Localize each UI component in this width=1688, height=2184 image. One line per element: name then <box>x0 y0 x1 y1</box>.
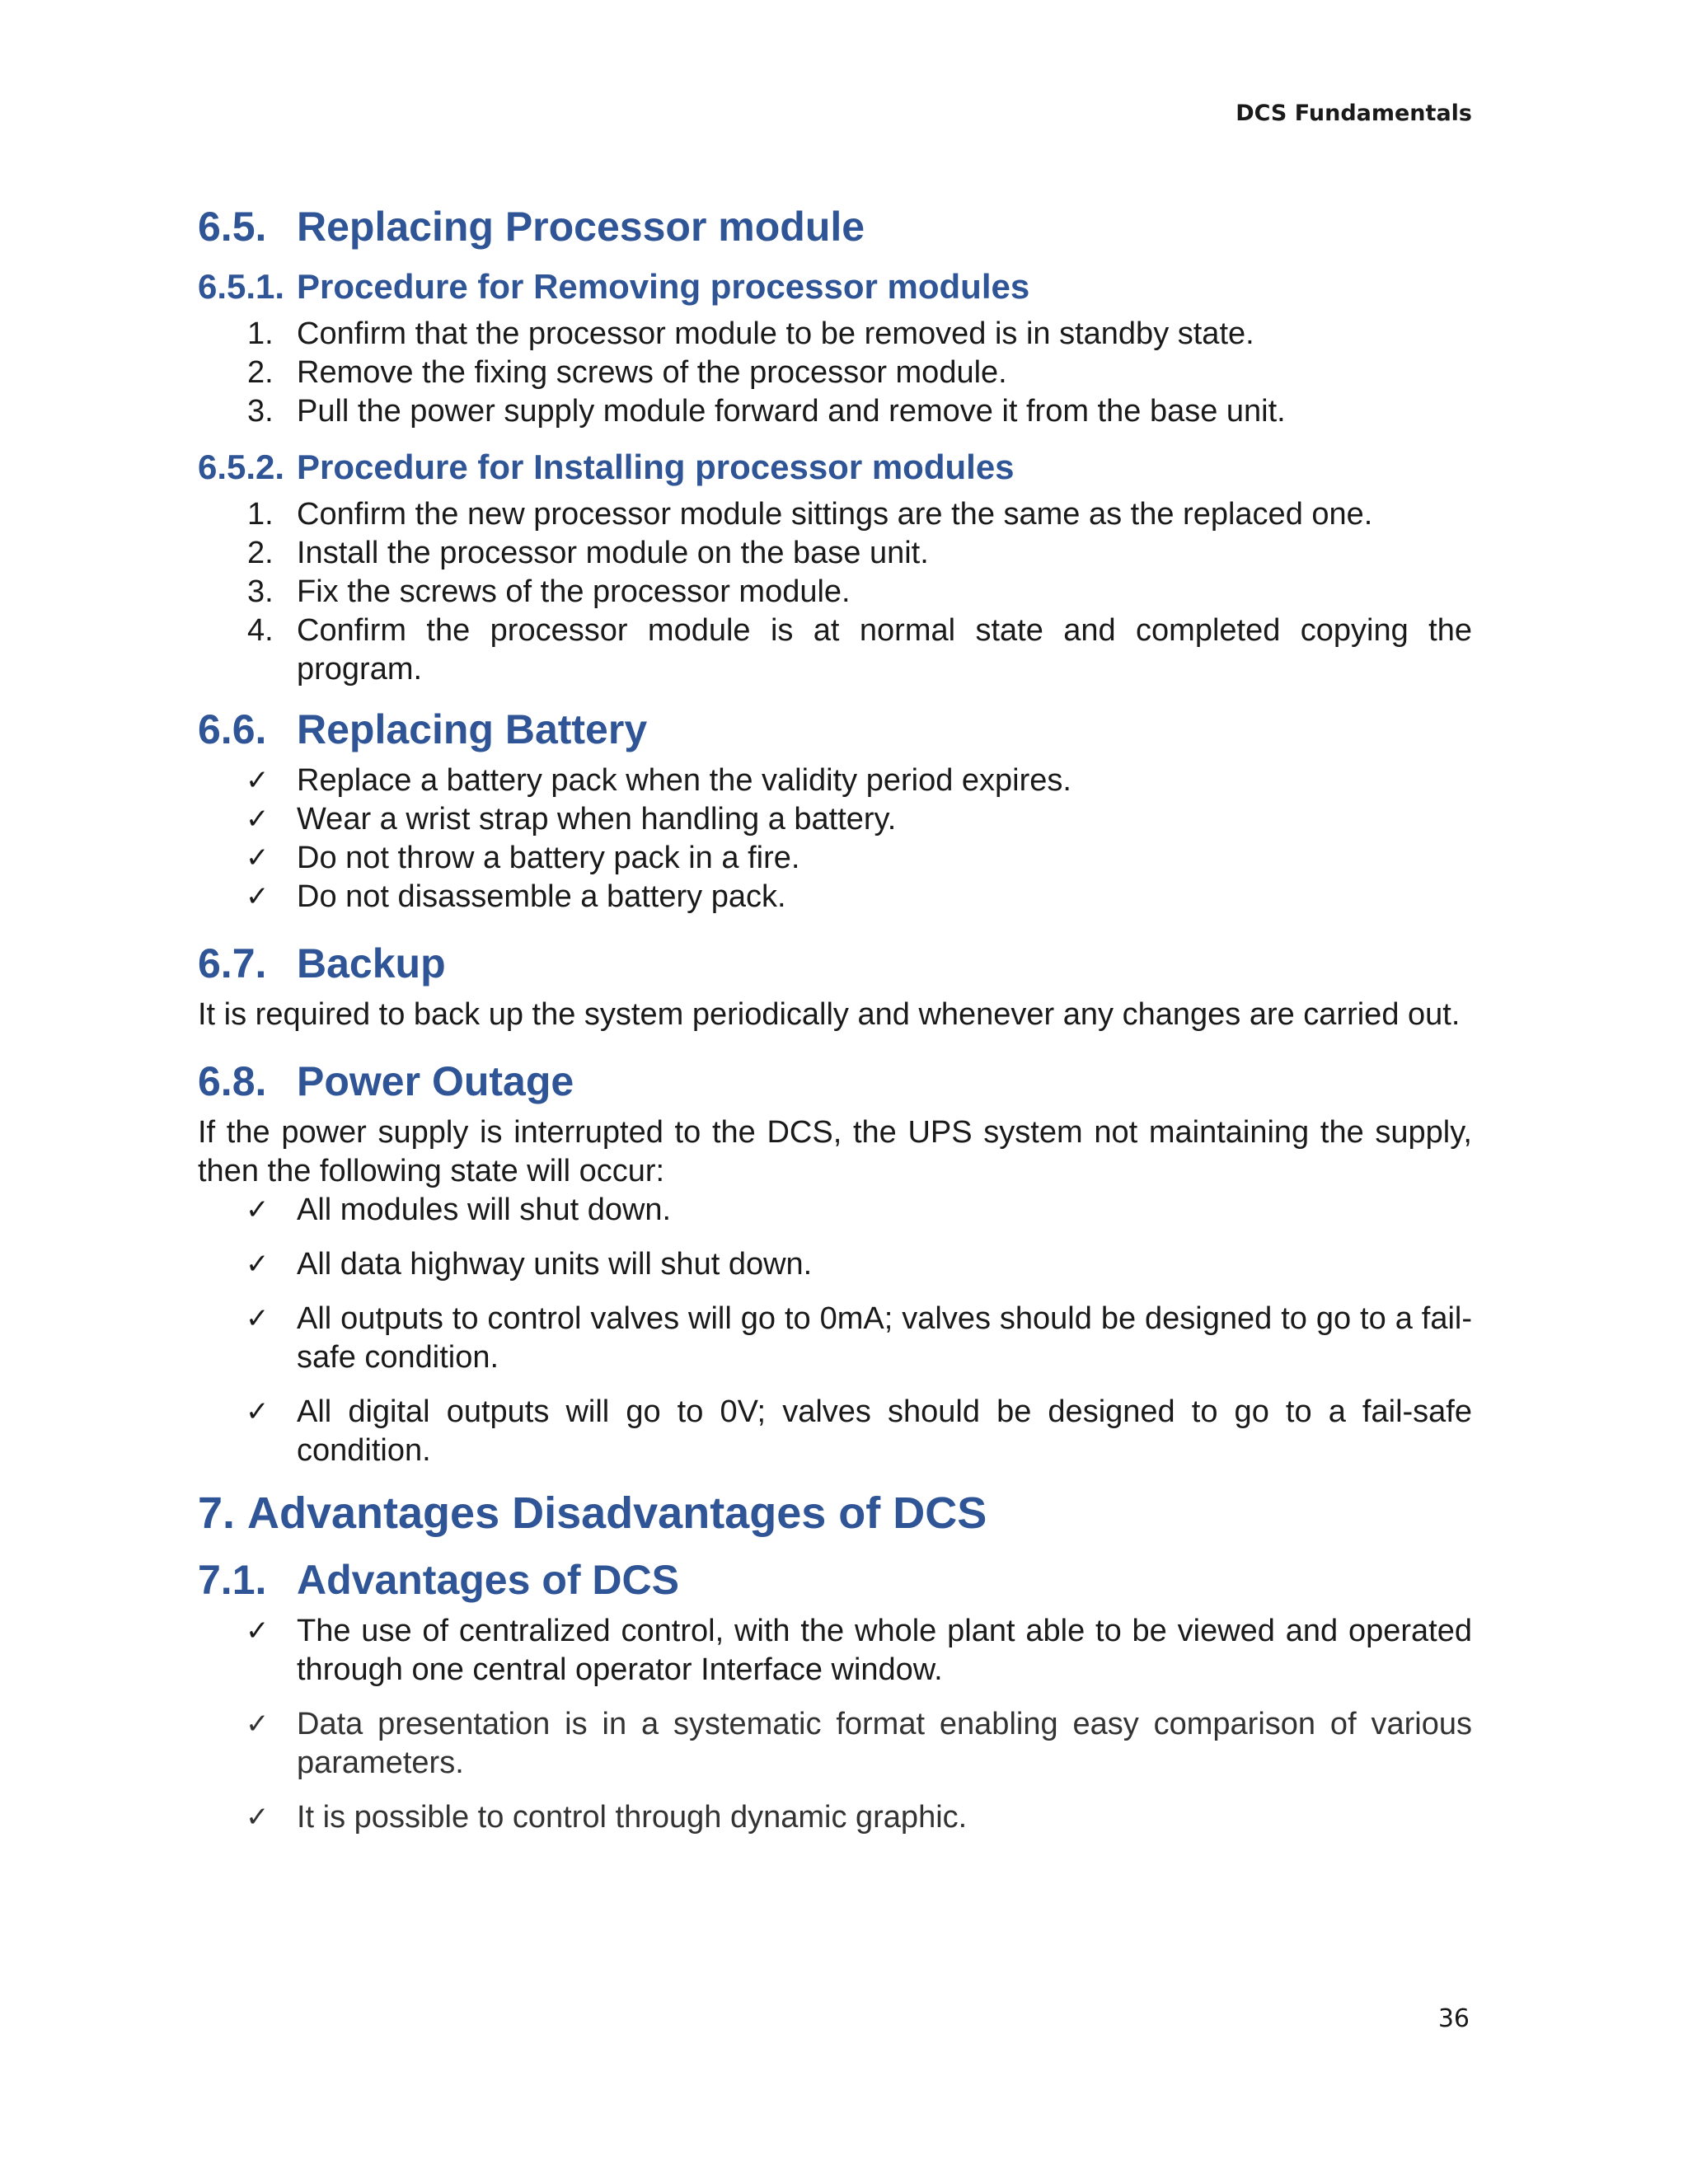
heading-number: 7. <box>198 1488 236 1538</box>
heading-7 <box>198 1479 1472 1548</box>
backup-paragraph: It is required to back up the system periodically and whenever any changes are carried out. <box>198 997 1461 1032</box>
heading-number: 6.5.2. <box>198 448 285 486</box>
checkmark-icon: ✓ <box>246 1395 270 1428</box>
heading-text: Procedure for Installing processor modules <box>297 448 1015 486</box>
heading-6-8 <box>198 1049 1472 1113</box>
list-item <box>198 1191 1472 1230</box>
list-item <box>198 1612 1472 1690</box>
list-number: 3. <box>247 394 274 429</box>
checkmark-icon: ✓ <box>246 764 270 797</box>
list-number: 4. <box>247 613 274 648</box>
heading-6-5-2 <box>198 439 1472 495</box>
heading-6-6 <box>198 697 1472 762</box>
list-item-text: Do not disassemble a battery pack. <box>297 879 786 914</box>
checkmark-icon: ✓ <box>246 1193 270 1226</box>
heading-text: Backup <box>297 940 446 987</box>
list-item <box>198 1245 1472 1284</box>
checkmark-icon: ✓ <box>246 1708 270 1741</box>
list-item-text: Confirm the new processor module sittings are the same as the replaced one. <box>297 497 1373 532</box>
list-number: 1. <box>247 497 274 532</box>
list-item-text: Do not throw a battery pack in a fire. <box>297 841 800 875</box>
battery-list <box>198 762 1472 916</box>
list-item <box>198 762 1472 800</box>
heading-number: 6.7. <box>198 940 267 987</box>
heading-text: Replacing Processor module <box>297 204 865 250</box>
list-item <box>198 392 1472 431</box>
checkmark-icon: ✓ <box>246 880 270 913</box>
list-item <box>198 878 1472 916</box>
list-item-text: Install the processor module on the base unit. <box>297 536 929 570</box>
list-item <box>198 839 1472 878</box>
list-item-text: All modules will shut down. <box>297 1193 672 1227</box>
heading-number: 6.5. <box>198 204 267 250</box>
power-outage-list <box>198 1191 1472 1470</box>
list-item <box>198 1705 1472 1783</box>
checkmark-icon: ✓ <box>246 1801 270 1834</box>
list-item <box>198 1798 1472 1837</box>
list-item <box>198 1300 1472 1377</box>
page-content <box>198 194 1472 1837</box>
checkmark-icon: ✓ <box>246 1302 270 1335</box>
list-item-text: Remove the fixing screws of the processor module. <box>297 355 1007 390</box>
list-number: 2. <box>247 355 274 390</box>
heading-6-7 <box>198 931 1472 996</box>
heading-7-1 <box>198 1548 1472 1612</box>
heading-number: 6.8. <box>198 1058 267 1104</box>
page-number: 36 <box>1437 2004 1470 2033</box>
heading-number: 6.5.1. <box>198 267 285 306</box>
heading-text: Procedure for Removing processor modules <box>297 267 1030 306</box>
list-item-text: All data highway units will shut down. <box>297 1247 813 1282</box>
list-item-text: It is possible to control through dynamic graphic. <box>297 1800 968 1835</box>
heading-number: 7.1. <box>198 1557 267 1603</box>
list-item <box>198 612 1472 689</box>
list-item-text: Pull the power supply module forward and remove it from the base unit. <box>297 394 1286 429</box>
list-item <box>198 495 1472 534</box>
list-item-text: Fix the screws of the processor module. <box>297 574 851 609</box>
heading-text: Advantages Disadvantages of DCS <box>247 1488 987 1538</box>
power-outage-paragraph: If the power supply is interrupted to the DCS, the UPS system not maintaining the supply, then the following state will occur: <box>198 1115 1472 1188</box>
list-item-text: All digital outputs will go to 0V; valves should be designed to go to a fail-safe condition. <box>297 1394 1472 1468</box>
checkmark-icon: ✓ <box>246 841 270 874</box>
heading-number: 6.6. <box>198 706 267 752</box>
list-item <box>198 315 1472 354</box>
list-number: 2. <box>247 536 274 570</box>
list-item <box>198 1393 1472 1470</box>
running-header: DCS Fundamentals <box>1236 101 1472 126</box>
list-item-text: Confirm that the processor module to be removed is in standby state. <box>297 316 1254 351</box>
list-item <box>198 800 1472 839</box>
removing-steps-list <box>198 315 1472 431</box>
list-item-text: The use of centralized control, with the whole plant able to be viewed and operated through one central operator Interface window. <box>297 1614 1472 1687</box>
list-number: 3. <box>247 574 274 609</box>
heading-6-5-1 <box>198 259 1472 315</box>
heading-text: Advantages of DCS <box>297 1557 679 1603</box>
list-item <box>198 534 1472 573</box>
list-item <box>198 573 1472 612</box>
list-item-text: Wear a wrist strap when handling a battery. <box>297 802 897 837</box>
list-item-text: Replace a battery pack when the validity period expires. <box>297 763 1071 798</box>
checkmark-icon: ✓ <box>246 803 270 836</box>
advantages-list <box>198 1612 1472 1837</box>
list-item-text: Data presentation is in a systematic format enabling easy comparison of various parameters. <box>297 1707 1472 1780</box>
list-item-text: Confirm the processor module is at normal state and completed copying the program. <box>297 613 1472 687</box>
checkmark-icon: ✓ <box>246 1615 270 1647</box>
heading-text: Power Outage <box>297 1058 574 1104</box>
installing-steps-list <box>198 495 1472 689</box>
heading-6-5 <box>198 194 1472 259</box>
checkmark-icon: ✓ <box>246 1248 270 1281</box>
list-item <box>198 354 1472 392</box>
list-item-text: All outputs to control valves will go to 0mA; valves should be designed to go to a fail-safe condition. <box>297 1301 1472 1375</box>
list-number: 1. <box>247 316 274 351</box>
heading-text: Replacing Battery <box>297 706 648 752</box>
